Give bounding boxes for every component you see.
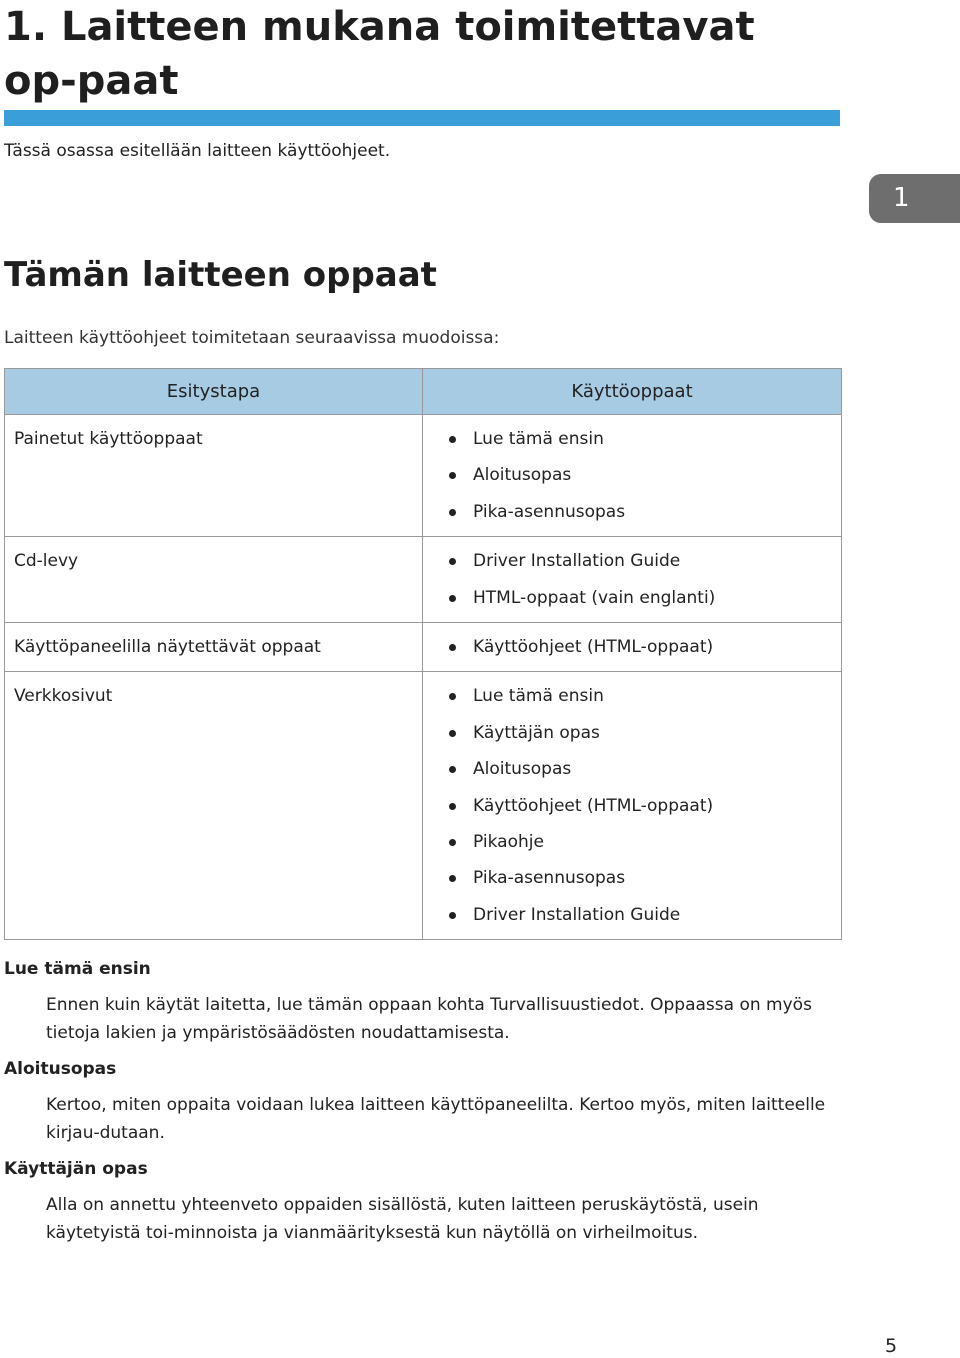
list-item: Lue tämä ensin [447,678,831,714]
list-item: Pika-asennusopas [447,494,831,530]
table-cell-guides [423,672,842,940]
table-cell-format: Painetut käyttöoppaat [5,415,423,537]
guide-table [4,368,842,940]
guide-list [447,678,831,933]
definition-description: Kertoo, miten oppaita voidaan lukea laitteen käyttöpaneelilta. Kertoo myös, miten laitteelle kirjau-dutaan. [46,1095,826,1143]
section-intro: Laitteen käyttöohjeet toimitetaan seuraavissa muodoissa: [4,328,500,348]
chapter-tab: 1 [869,174,960,223]
definition-term: Lue tämä ensin [4,959,151,979]
list-item: Driver Installation Guide [447,897,831,933]
list-item: Driver Installation Guide [447,543,831,579]
guide-list [447,543,831,616]
chapter-title: 1. Laitteen mukana toimitettavat op-paat [4,4,755,104]
section-title: Tämän laitteen oppaat [4,255,437,295]
table-cell-guides [423,622,842,671]
table-cell-format: Verkkosivut [5,672,423,940]
table-header-row [5,369,842,415]
table-header-format: Esitystapa [5,369,423,415]
page-number: 5 [885,1335,898,1357]
table-cell-guides [423,537,842,623]
definition-term: Aloitusopas [4,1059,117,1079]
list-item: Käyttäjän opas [447,715,831,751]
table-cell-format: Cd-levy [5,537,423,623]
list-item: Aloitusopas [447,457,831,493]
list-item: Pikaohje [447,824,831,860]
guide-list [447,421,831,530]
table-cell-format: Käyttöpaneelilla näytettävät oppaat [5,622,423,671]
chapter-intro: Tässä osassa esitellään laitteen käyttöohjeet. [4,141,391,161]
list-item: Käyttöohjeet (HTML-oppaat) [447,788,831,824]
chapter-title-bar [4,110,840,126]
definition-description: Alla on annettu yhteenveto oppaiden sisällöstä, kuten laitteen peruskäytöstä, usein käytetyistä toi-minnoista ja vianmäärityksestä kun näytöllä on virheilmoitus. [46,1195,759,1243]
table-row [5,415,842,537]
definition-term: Käyttäjän opas [4,1159,148,1179]
table-row [5,622,842,671]
table-row [5,672,842,940]
definition-description: Ennen kuin käytät laitetta, lue tämän oppaan kohta Turvallisuustiedot. Oppaassa on myös tietoja lakien ja ympäristösäädösten noudattamisesta. [46,995,812,1043]
list-item: Käyttöohjeet (HTML-oppaat) [447,629,831,665]
table-header-guides: Käyttöoppaat [423,369,842,415]
guide-definitions [4,955,844,1255]
table-row [5,537,842,623]
list-item: Lue tämä ensin [447,421,831,457]
list-item: Pika-asennusopas [447,860,831,896]
list-item: Aloitusopas [447,751,831,787]
table-cell-guides [423,415,842,537]
list-item: HTML-oppaat (vain englanti) [447,580,831,616]
guide-list [447,629,831,665]
